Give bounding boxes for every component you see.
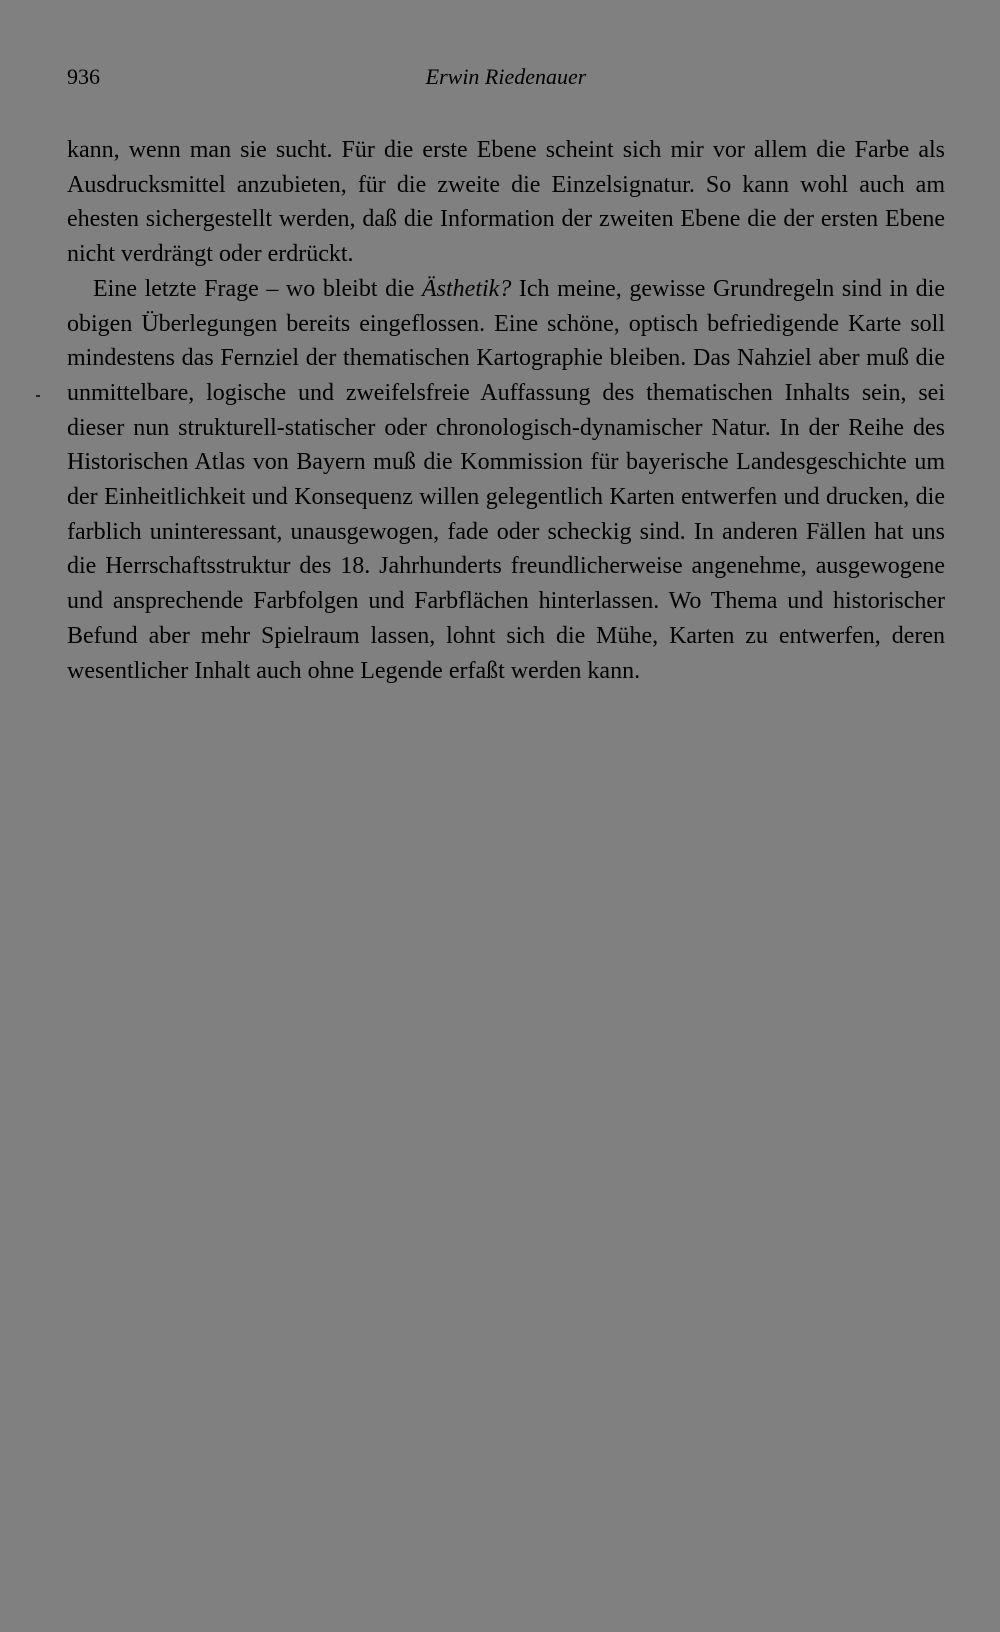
emphasis-aesthetik: Ästhetik? [422, 275, 512, 302]
margin-mark [36, 395, 40, 397]
paragraph-2-start: Eine letzte Frage – wo bleibt die [93, 275, 423, 302]
paragraph-2 [67, 272, 945, 688]
paragraph-2-rest: Ich meine, gewisse Grundregeln sind in die obigen Überlegungen bereits eingeflossen. Eine schöne, optisch befriedigende Karte soll mindestens das Fernziel der thematischen Kartographie bleiben. Das Nahziel aber muß die unmittelbare, logische und zweifelsfreie Auffassung des thematischen Inhalts sein, sei dieser nun strukturell-statischer oder chronologisch-dynamischer Natur. In der Reihe des Historischen Atlas von Bayern muß die Kommission für bayerische Landesgeschichte um der Einheitlichkeit und Konsequenz willen gelegentlich Karten entwerfen und drucken, die farblich uninteressant, unausgewogen, fade oder scheckig sind. In anderen Fällen hat uns die Herrschaftsstruktur des 18. Jahrhunderts freundlicherweise angenehme, ausgewogene und ansprechende Farbfolgen und Farbflächen hinterlassen. Wo Thema und historischer Befund aber mehr Spielraum lassen, lohnt sich die Mühe, Karten zu entwerfen, deren wesentlicher Inhalt auch ohne Legende erfaßt werden kann. [67, 275, 945, 684]
running-title: Erwin Riedenauer [425, 64, 587, 89]
page-number: 936 [67, 64, 100, 89]
paragraph-1: kann, wenn man sie sucht. Für die erste Ebene scheint sich mir vor allem die Farbe als Ausdrucksmittel anzubieten, für die zweite die Einzelsignatur. So kann wohl auch am ehesten sichergestellt werden, daß die Information der zweiten Ebene die der ersten Ebene nicht verdrängt oder erdrückt. [67, 137, 945, 268]
running-head [67, 64, 945, 94]
body-text [67, 133, 945, 688]
